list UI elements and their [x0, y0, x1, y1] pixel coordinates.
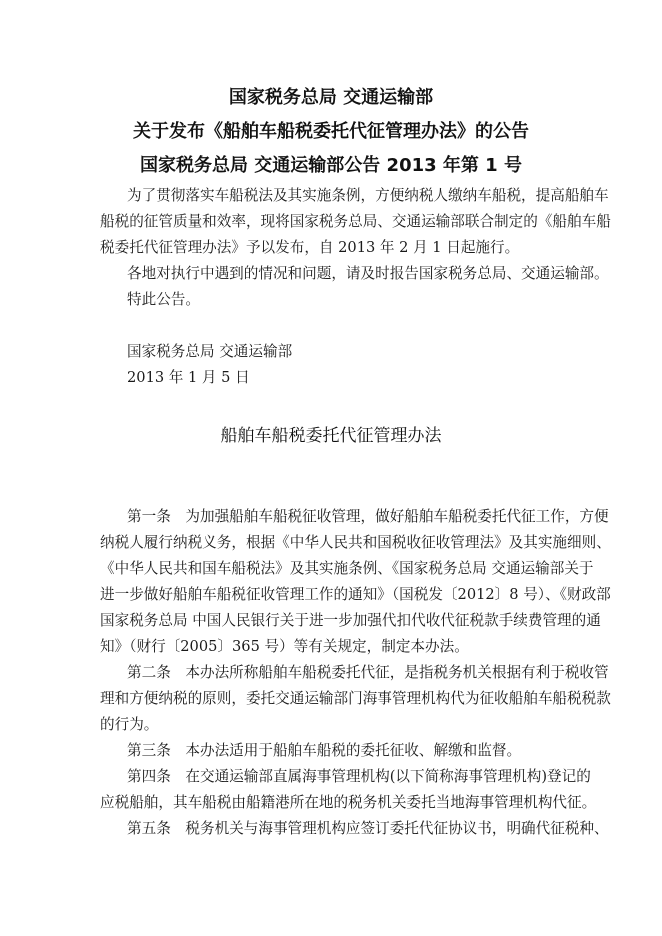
article-1-line: 第一条 为加强船舶车船税征收管理，做好船舶车船税委托代征工作，方便 [127, 508, 609, 525]
paragraph-1-line: 为了贯彻落实车船税法及其实施条例，方便纳税人缴纳车船税，提高船舶车 [127, 187, 609, 204]
article-4-line: 第四条 在交通运输部直属海事管理机构(以下简称海事管理机构)登记的 [127, 768, 591, 785]
article-1-line: 纳税人履行纳税义务，根据《中华人民共和国税收征收管理法》及其实施细则、 [100, 534, 611, 551]
article-1-line: 进一步做好船舶车船税征收管理工作的通知》（国税发〔2012〕8 号）、《财政部 [100, 586, 611, 603]
article-2-line: 的行为。 [100, 716, 159, 733]
article-2-line: 理和方便纳税的原则，委托交通运输部门海事管理机构代为征收船舶车船税税款 [100, 690, 611, 707]
signature: 国家税务总局 交通运输部 [127, 343, 293, 360]
article-3: 第三条 本办法适用于船舶车船税的委托征收、解缴和监督。 [127, 742, 522, 759]
title-number: 国家税务总局 交通运输部公告 2013 年第 1 号 [140, 155, 522, 176]
regulation-heading: 船舶车船税委托代征管理办法 [220, 426, 442, 446]
title-agencies: 国家税务总局 交通运输部 [228, 87, 434, 108]
paragraph-1-line: 税委托代征管理办法》予以发布，自 2013 年 2 月 1 日起施行。 [100, 239, 520, 256]
article-5-line: 第五条 税务机关与海事管理机构应签订委托代征协议书，明确代征税种、 [127, 820, 609, 837]
article-4-line: 应税船舶，其车船税由船籍港所在地的税务机关委托当地海事管理机构代征。 [100, 794, 597, 811]
article-2-line: 第二条 本办法所称船舶车船税委托代征，是指税务机关根据有利于税收管 [127, 664, 609, 681]
paragraph-2: 各地对执行中遇到的情况和问题，请及时报告国家税务总局、交通运输部。 [127, 265, 609, 282]
date: 2013 年 1 月 5 日 [127, 369, 250, 386]
article-1-line: 知》（财行〔2005〕365 号）等有关规定，制定本办法。 [100, 638, 469, 655]
article-1-line: 《中华人民共和国车船税法》及其实施条例、《国家税务总局 交通运输部关于 [100, 560, 594, 577]
paragraph-1-line: 船税的征管质量和效率，现将国家税务总局、交通运输部联合制定的《船舶车船 [100, 213, 611, 230]
paragraph-3: 特此公告。 [127, 291, 200, 308]
article-1-line: 国家税务总局 中国人民银行关于进一步加强代扣代收代征税款手续费管理的通 [100, 612, 601, 629]
title-announcement: 关于发布《船舶车船税委托代征管理办法》的公告 [133, 121, 529, 142]
